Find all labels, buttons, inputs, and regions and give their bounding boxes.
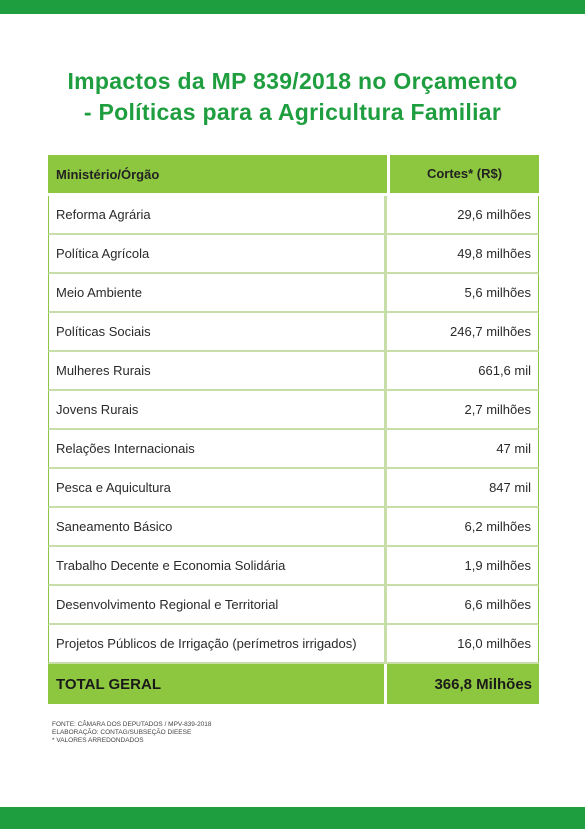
table-row xyxy=(48,625,539,664)
row-value: 5,6 milhões xyxy=(464,285,531,300)
row-name: Trabalho Decente e Economia Solidária xyxy=(49,547,387,584)
row-value: 6,2 milhões xyxy=(464,519,531,534)
row-value: 847 mil xyxy=(489,480,531,495)
table-row xyxy=(48,469,539,508)
column-header-cuts: Cortes* (R$) xyxy=(387,155,539,193)
row-name: Saneamento Básico xyxy=(49,508,387,545)
table-row xyxy=(48,352,539,391)
total-value: 366,8 Milhões xyxy=(434,675,532,693)
budget-cuts-table xyxy=(48,155,539,704)
row-name: Desenvolvimento Regional e Territorial xyxy=(49,586,387,623)
table-header xyxy=(48,155,539,196)
row-value: 29,6 milhões xyxy=(457,207,531,222)
source-note: FONTE: CÂMARA DOS DEPUTADOS / MPV-839-2018 xyxy=(52,721,212,728)
row-name: Política Agrícola xyxy=(49,235,387,272)
table-total-row xyxy=(48,664,539,704)
page-title-line-1: Impactos da MP 839/2018 no Orçamento xyxy=(67,68,518,94)
table-row xyxy=(48,391,539,430)
page-title-line-2: - Políticas para a Agricultura Familiar xyxy=(83,99,502,125)
row-value: 1,9 milhões xyxy=(464,558,531,573)
table-row xyxy=(48,586,539,625)
row-name: Mulheres Rurais xyxy=(49,352,387,389)
row-value: 49,8 milhões xyxy=(457,246,531,261)
row-value: 47 mil xyxy=(496,441,531,456)
column-header-ministry: Ministério/Órgão xyxy=(56,166,160,182)
row-value: 2,7 milhões xyxy=(464,402,531,417)
table-row xyxy=(48,196,539,235)
row-name: Pesca e Aquicultura xyxy=(49,469,387,506)
table-row xyxy=(48,547,539,586)
row-name: Jovens Rurais xyxy=(49,391,387,428)
total-label: TOTAL GERAL xyxy=(48,664,387,704)
row-name: Projetos Públicos de Irrigação (perímetros irrigados) xyxy=(49,625,387,662)
table-row xyxy=(48,430,539,469)
table-row xyxy=(48,313,539,352)
source-notes xyxy=(52,721,212,745)
row-value: 16,0 milhões xyxy=(457,636,531,651)
elaboration-note: ELABORAÇÃO: CONTAG/SUBSEÇÃO DIEESE xyxy=(52,729,192,736)
row-name: Políticas Sociais xyxy=(49,313,387,350)
rounding-footnote: * VALORES ARREDONDADOS xyxy=(52,737,144,744)
row-name: Relações Internacionais xyxy=(49,430,387,467)
row-name: Reforma Agrária xyxy=(49,196,387,233)
top-accent-bar xyxy=(0,0,585,14)
bottom-accent-bar xyxy=(0,807,585,829)
row-value: 661,6 mil xyxy=(478,363,531,378)
row-value: 6,6 milhões xyxy=(464,597,531,612)
row-value: 246,7 milhões xyxy=(450,324,531,339)
table-row xyxy=(48,508,539,547)
table-row xyxy=(48,235,539,274)
row-name: Meio Ambiente xyxy=(49,274,387,311)
table-row xyxy=(48,274,539,313)
